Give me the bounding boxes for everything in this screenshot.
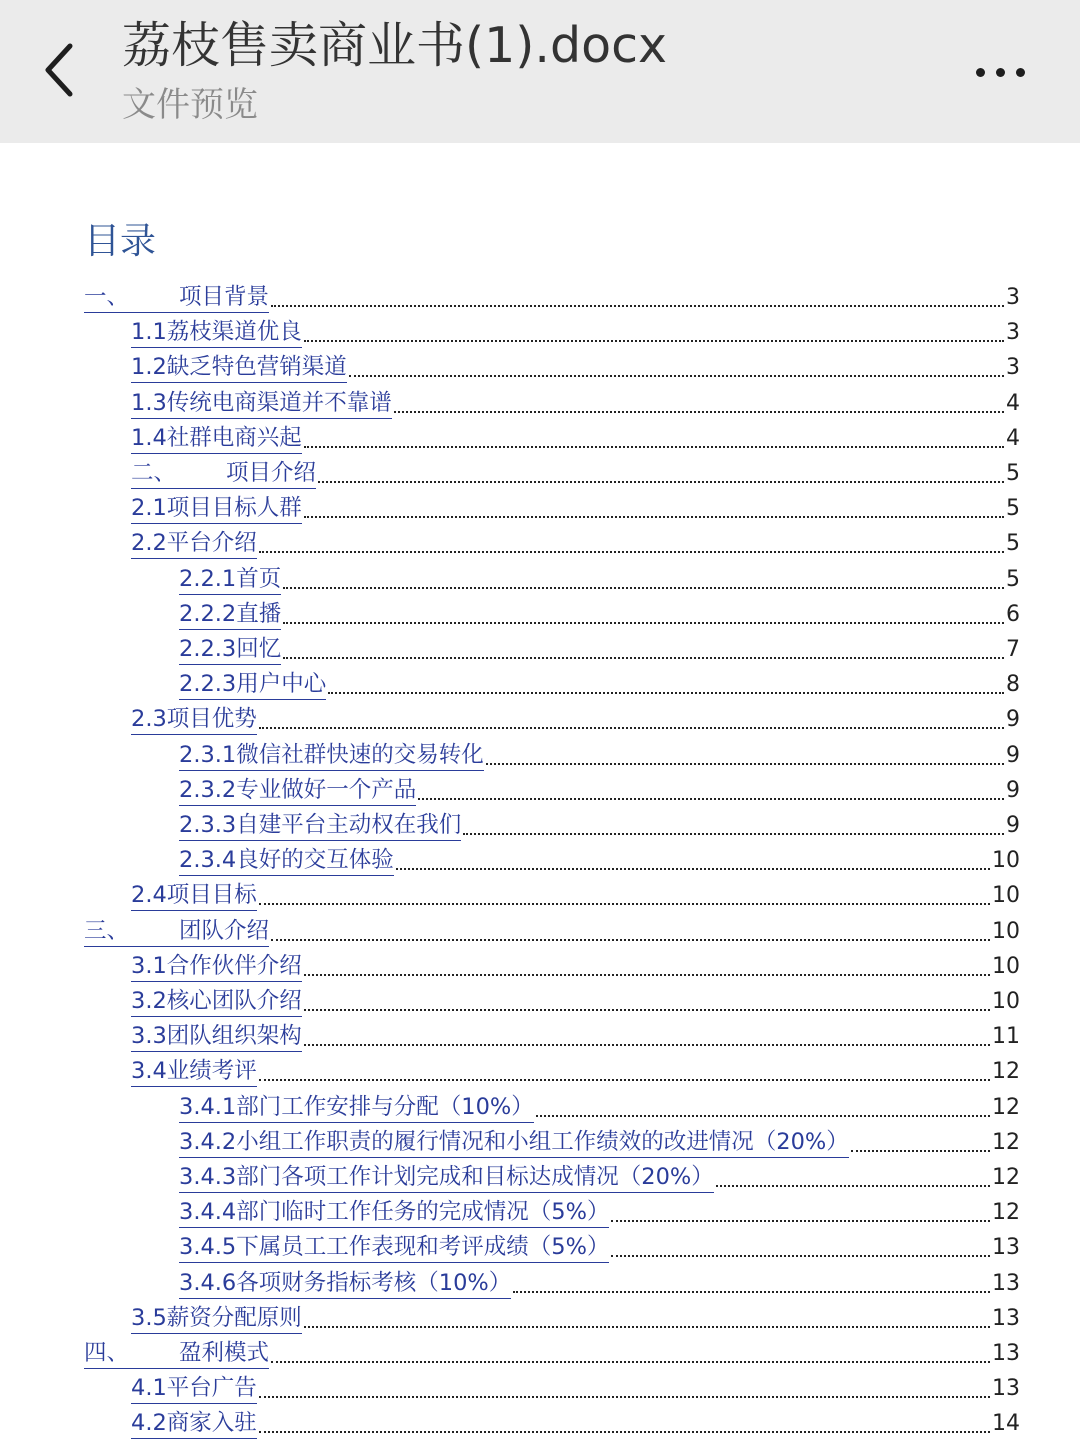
toc-entry-label: 2.3.4良好的交互体验 (179, 847, 394, 874)
file-title: 荔枝售卖商业书(1).docx (122, 17, 668, 74)
toc-entry-link[interactable] (131, 1056, 257, 1087)
toc-page-number: 7 (1006, 637, 1020, 662)
toc-page-number: 3 (1006, 355, 1020, 381)
toc-entry-label: 3.4.3部门各项工作计划完成和目标达成情况（20%） (179, 1164, 714, 1190)
toc-entry[interactable] (179, 595, 1020, 630)
toc-entry-link[interactable] (179, 775, 416, 806)
toc-page-number: 10 (992, 848, 1020, 874)
toc-page-number: 13 (992, 1305, 1020, 1331)
toc-entry-label: 项目介绍 (226, 460, 317, 486)
toc-dot-leader (349, 375, 1004, 377)
toc-entry-link[interactable] (179, 599, 281, 630)
toc-entry[interactable] (131, 1017, 1020, 1052)
toc-entry-link[interactable] (179, 1162, 714, 1193)
toc-entry[interactable] (179, 736, 1020, 771)
toc-entry-label: 2.2.3回忆 (179, 636, 282, 662)
toc-page-number: 10 (992, 953, 1020, 979)
toc-entry-link[interactable] (131, 986, 302, 1017)
toc-dot-leader (304, 1326, 990, 1328)
toc-dot-leader (259, 551, 1004, 553)
toc-page-number: 6 (1006, 601, 1020, 627)
toc-entry[interactable] (131, 313, 1020, 348)
toc-entry-label: 4.2商家入驻 (131, 1410, 257, 1437)
toc-entry-link[interactable] (131, 352, 347, 383)
toc-entry-link[interactable] (179, 634, 281, 665)
toc-entry[interactable] (131, 489, 1020, 524)
toc-entry-number: 一、 (84, 284, 130, 310)
toc-dot-leader (304, 1009, 990, 1011)
toc-dot-leader (304, 1044, 990, 1046)
toc-entry[interactable] (179, 1228, 1020, 1263)
toc-page-number: 5 (1006, 566, 1020, 592)
toc-dot-leader (259, 1431, 990, 1433)
toc-entry-link[interactable] (131, 1373, 257, 1404)
toc-dot-leader (259, 1396, 990, 1398)
toc-heading: 目录 (84, 221, 157, 262)
toc-entry-label: 3.2核心团队介绍 (131, 988, 302, 1014)
toc-dot-leader (611, 1220, 990, 1222)
toc-page-number: 4 (1006, 390, 1020, 416)
toc-page-number: 8 (1006, 672, 1020, 698)
toc-entry[interactable] (179, 1193, 1020, 1228)
toc-entry-link[interactable] (131, 493, 302, 524)
toc-entry[interactable] (179, 560, 1020, 595)
toc-dot-leader (259, 1079, 990, 1081)
toc-entry-label: 项目背景 (179, 284, 270, 310)
toc-entry-number: 二、 (131, 460, 177, 486)
toc-entry-label: 1.4社群电商兴起 (131, 424, 302, 451)
toc-entry-link[interactable] (131, 1303, 302, 1334)
toc-page-number: 9 (1006, 742, 1020, 768)
toc-dot-leader (283, 587, 1004, 589)
toc-dot-leader (486, 763, 1004, 765)
toc-dot-leader (271, 305, 1004, 307)
toc-entry-link[interactable] (131, 423, 302, 454)
toc-entry[interactable] (179, 1088, 1020, 1123)
toc-dot-leader (536, 1115, 990, 1117)
toc-entry-label: 1.1荔枝渠道优良 (131, 319, 302, 346)
document-preview[interactable] (0, 143, 1080, 1440)
toc-dot-leader (271, 939, 990, 941)
toc-entry-label: 2.2.2直播 (179, 600, 282, 627)
toc-entry-link[interactable] (179, 845, 394, 876)
toc-page-number: 9 (1006, 777, 1020, 803)
toc-entry[interactable] (179, 665, 1020, 700)
toc-page-number: 13 (992, 1270, 1020, 1296)
file-subtitle: 文件预览 (122, 85, 258, 125)
toc-entry-link[interactable] (179, 669, 326, 700)
toc-dot-leader (304, 974, 990, 976)
toc-dot-leader (396, 868, 990, 870)
toc-entry-label: 2.2.1首页 (179, 565, 282, 592)
toc-entry-link[interactable] (84, 916, 269, 947)
toc-page-number: 12 (992, 1200, 1020, 1226)
toc-page-number: 12 (992, 1129, 1020, 1155)
toc-entry-label: 2.3.2专业做好一个产品 (179, 776, 417, 803)
toc-entry-label: 2.1项目目标人群 (131, 495, 302, 522)
toc-page-number: 13 (992, 1341, 1020, 1366)
toc-entry-link[interactable] (131, 951, 302, 982)
toc-page-number: 4 (1006, 425, 1020, 451)
toc-entry-label: 1.2缺乏特色营销渠道 (131, 354, 347, 381)
toc-dot-leader (259, 903, 990, 905)
toc-entry-label: 2.2.3用户中心 (179, 671, 327, 698)
toc-dot-leader (259, 727, 1004, 729)
toc-page-number: 12 (992, 1165, 1020, 1190)
toc-entry-label: 3.5薪资分配原则 (131, 1304, 302, 1331)
toc-entry[interactable] (131, 1404, 1020, 1439)
toc-entry-label: 2.4项目目标 (131, 882, 257, 909)
toc-dot-leader (418, 798, 1004, 800)
toc-entry-link[interactable] (131, 1408, 257, 1439)
toc-entry-link[interactable] (84, 282, 269, 313)
toc-entry-label: 2.3项目优势 (131, 706, 257, 733)
toc-page-number: 11 (992, 1024, 1020, 1050)
more-horizontal-icon (976, 68, 985, 77)
toc-entry-link[interactable] (131, 528, 257, 559)
toc-dot-leader (463, 833, 1004, 835)
toc-page-number: 13 (992, 1376, 1020, 1402)
toc-entry-link[interactable] (179, 1127, 849, 1158)
toc-dot-leader (328, 692, 1004, 694)
toc-entry[interactable] (179, 1158, 1020, 1193)
toc-entry-label: 3.4.1部门工作安排与分配（10%） (179, 1093, 534, 1120)
toc-entry[interactable] (84, 278, 1020, 313)
toc-dot-leader (271, 1361, 990, 1363)
toc-entry[interactable] (179, 630, 1020, 665)
toc-entry-label: 3.4.4部门临时工作任务的完成情况（5%） (179, 1199, 610, 1226)
toc-page-number: 5 (1006, 531, 1020, 557)
chevron-left-icon (40, 40, 80, 100)
toc-entry-label: 1.3传统电商渠道并不靠谱 (131, 389, 392, 416)
toc-entry[interactable] (179, 1123, 1020, 1158)
toc-entry-link[interactable] (179, 1232, 609, 1263)
toc-dot-leader (394, 411, 1004, 413)
toc-entry-label: 3.4.6各项财务指标考核（10%） (179, 1269, 512, 1296)
toc-entry-number: 三、 (84, 917, 130, 944)
toc-entry[interactable] (131, 700, 1020, 735)
toc-entry-link[interactable] (131, 704, 257, 735)
toc-page-number: 5 (1006, 496, 1020, 522)
toc-dot-leader (611, 1255, 990, 1257)
toc-entry[interactable] (131, 876, 1020, 911)
toc-entry[interactable] (131, 454, 1020, 489)
toc-entry[interactable] (131, 1052, 1020, 1087)
toc-entry[interactable] (179, 806, 1020, 841)
toc-entry[interactable] (131, 1369, 1020, 1404)
toc-entry[interactable] (131, 348, 1020, 383)
toc-page-number: 13 (992, 1235, 1020, 1261)
toc-page-number: 12 (992, 1094, 1020, 1120)
more-options-button[interactable] (950, 44, 1050, 100)
toc-dot-leader (716, 1185, 990, 1187)
toc-entry-label: 4.1平台广告 (131, 1375, 257, 1402)
top-app-bar (0, 0, 1080, 143)
back-button[interactable] (30, 30, 90, 110)
toc-entry[interactable] (179, 841, 1020, 876)
toc-entry-link[interactable] (131, 317, 302, 348)
toc-dot-leader (283, 622, 1004, 624)
toc-entry-link[interactable] (84, 1338, 269, 1369)
toc-page-number: 9 (1006, 813, 1020, 838)
toc-entry[interactable] (131, 1299, 1020, 1334)
toc-page-number: 9 (1006, 707, 1020, 733)
toc-page-number: 10 (992, 918, 1020, 944)
toc-entry-label: 3.4业绩考评 (131, 1058, 257, 1085)
toc-entry-label: 3.4.2小组工作职责的履行情况和小组工作绩效的改进情况（20%） (179, 1128, 849, 1155)
toc-entry-label: 3.4.5下属员工工作表现和考评成绩（5%） (179, 1234, 610, 1261)
toc-dot-leader (283, 657, 1004, 659)
toc-dot-leader (318, 481, 1004, 483)
toc-entry-link[interactable] (179, 564, 281, 595)
toc-entry-label: 2.2平台介绍 (131, 530, 257, 557)
toc-entry-label: 团队介绍 (179, 917, 270, 944)
toc-page-number: 3 (1006, 320, 1020, 346)
toc-entry-link[interactable] (179, 1092, 534, 1123)
toc-entry-link[interactable] (179, 1197, 609, 1228)
toc-entry[interactable] (131, 419, 1020, 454)
toc-dot-leader (513, 1291, 990, 1293)
toc-entry-label: 3.1合作伙伴介绍 (131, 952, 302, 979)
toc-dot-leader (304, 340, 1004, 342)
toc-entry[interactable] (179, 1264, 1020, 1299)
toc-entry[interactable] (131, 524, 1020, 559)
toc-dot-leader (304, 516, 1004, 518)
toc-dot-leader (851, 1150, 990, 1152)
toc-page-number: 12 (992, 1059, 1020, 1085)
toc-page-number: 5 (1006, 461, 1020, 486)
toc-page-number: 10 (992, 989, 1020, 1014)
toc-entry-link[interactable] (179, 740, 484, 771)
toc-entry-link[interactable] (131, 1021, 302, 1052)
toc-entry-link[interactable] (131, 458, 316, 489)
toc-entry[interactable] (84, 1334, 1020, 1369)
toc-page-number: 10 (992, 883, 1020, 909)
toc-entry-link[interactable] (131, 880, 257, 911)
toc-page-number: 3 (1006, 285, 1020, 310)
toc-entry[interactable] (131, 982, 1020, 1017)
toc-entry[interactable] (131, 947, 1020, 982)
toc-entry[interactable] (131, 384, 1020, 419)
toc-entry-link[interactable] (179, 1268, 511, 1299)
toc-entry-label: 3.3团队组织架构 (131, 1023, 302, 1050)
toc-entry-label: 2.3.1微信社群快速的交易转化 (179, 741, 484, 768)
toc-entry[interactable] (84, 912, 1020, 947)
toc-entry-label: 盈利模式 (179, 1340, 270, 1366)
toc-dot-leader (304, 446, 1004, 448)
toc-entry-link[interactable] (131, 388, 392, 419)
toc-entry-link[interactable] (179, 810, 461, 841)
toc-entry[interactable] (179, 771, 1020, 806)
toc-entry-label: 2.3.3自建平台主动权在我们 (179, 812, 462, 838)
toc-entry-number: 四、 (84, 1340, 130, 1366)
toc-page-number: 14 (992, 1411, 1020, 1437)
